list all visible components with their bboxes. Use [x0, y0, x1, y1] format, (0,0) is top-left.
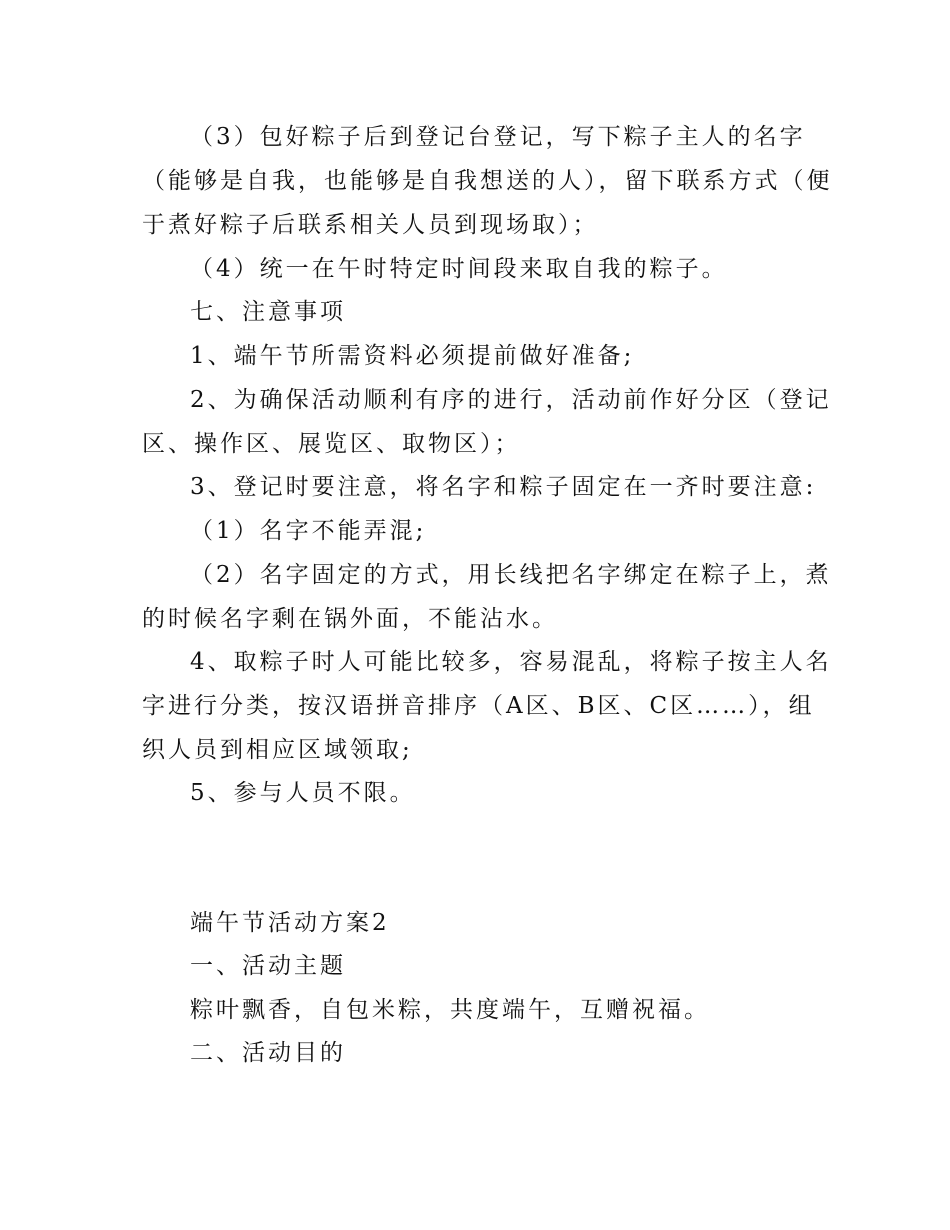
paragraph-line: （3）包好粽子后到登记台登记，写下粽子主人的名字 — [190, 124, 806, 150]
paragraph-line: 1、端午节所需资料必须提前做好准备; — [190, 343, 635, 369]
paragraph-line: 3、登记时要注意，将名字和粽子固定在一齐时要注意: — [190, 474, 817, 500]
paragraph-line: 于煮好粽子后联系相关人员到现场取）； — [142, 212, 599, 238]
section-heading: 七、注意事项 — [190, 299, 346, 325]
paragraph-line: （4）统一在午时特定时间段来取自我的粽子。 — [190, 256, 728, 282]
section-heading: 二、活动目的 — [190, 1040, 346, 1066]
paragraph-line: 字进行分类，按汉语拼音排序（A区、B区、C区……），组 — [142, 693, 815, 719]
document-title: 端午节活动方案2 — [190, 910, 390, 936]
paragraph-line: 区、操作区、展览区、取物区）； — [142, 431, 521, 457]
paragraph-line: （2）名字固定的方式，用长线把名字绑定在粽子上，煮 — [190, 562, 832, 588]
paragraph-line: 织人员到相应区域领取; — [142, 737, 413, 763]
paragraph-line: 的时候名字剩在锅外面，不能沾水。 — [142, 606, 558, 632]
paragraph-line: （能够是自我，也能够是自我想送的人），留下联系方式（便 — [142, 168, 833, 194]
paragraph-line: 5、参与人员不限。 — [190, 780, 416, 806]
paragraph-line: 粽叶飘香，自包米粽，共度端午，互赠祝福。 — [190, 997, 710, 1023]
paragraph-line: （1）名字不能弄混; — [190, 518, 427, 544]
paragraph-line: 2、为确保活动顺利有序的进行，活动前作好分区（登记 — [190, 387, 832, 413]
paragraph-line: 4、取粽子时人可能比较多，容易混乱，将粽子按主人名 — [190, 649, 832, 675]
section-heading: 一、活动主题 — [190, 953, 346, 979]
